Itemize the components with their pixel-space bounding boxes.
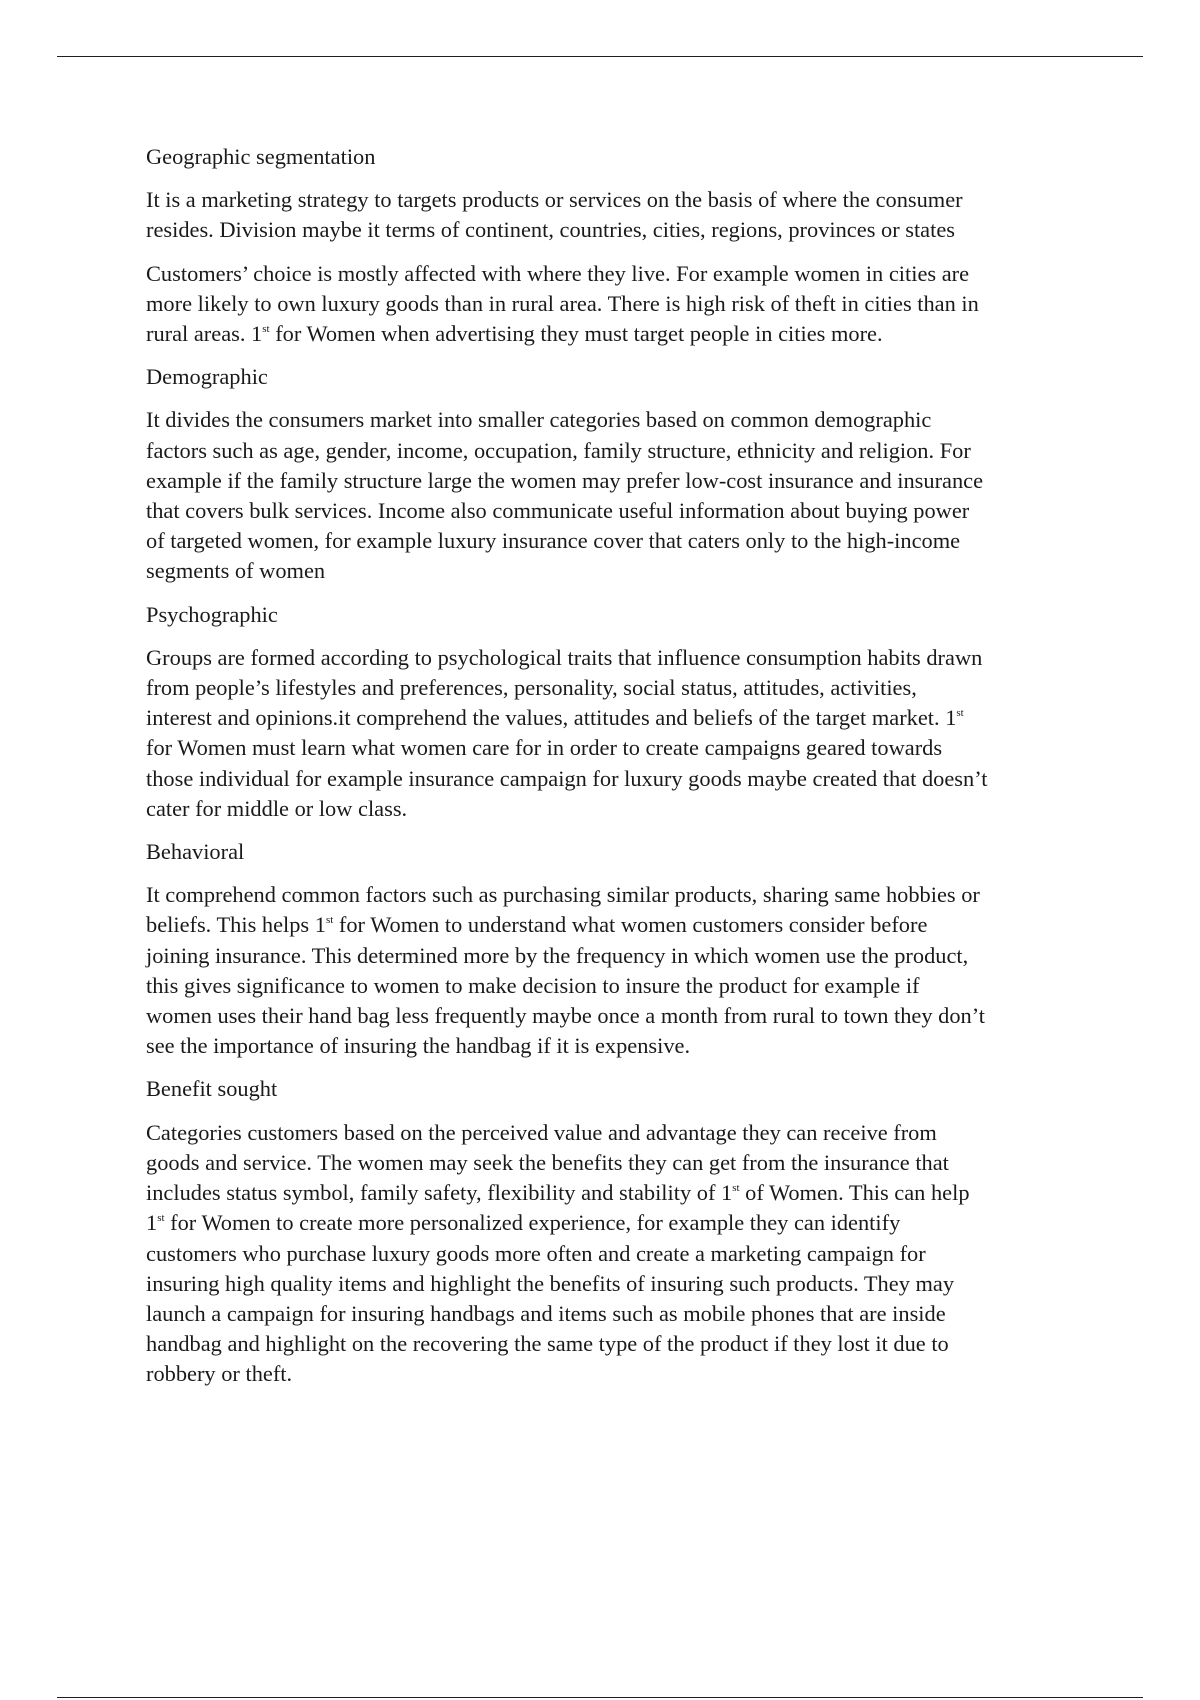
ordinal-suffix: st (262, 323, 270, 336)
section-heading: Benefit sought (146, 1076, 278, 1102)
section-behavioral (146, 837, 1082, 1061)
section-heading: Demographic (146, 364, 268, 390)
ordinal-suffix: st (157, 1212, 165, 1225)
ordinal-suffix: st (956, 707, 964, 720)
section-heading: Behavioral (146, 839, 245, 865)
paragraph: Groups are formed according to psychological traits that influence consumption habits drawn from people’s lifestyles and preferences, personality, social status, attitudes, activities, interest and opinions.it comprehend the values, attitudes and beliefs of the target market. 1st for Women must learn what women care for in order to create campaigns geared towards those individual for example insurance campaign for luxury goods maybe created that doesn’t cater for middle or low class. (146, 644, 988, 821)
section-heading: Geographic segmentation (146, 144, 376, 169)
section-demographic (146, 362, 1082, 586)
ordinal-suffix: st (325, 914, 334, 927)
top-rule (57, 56, 1143, 57)
paragraph: Categories customers based on the perceived value and advantage they can receive from goods and service. The women may seek the benefits they can get from the insurance that includes status symbol, family safety, flexibility and stability of 1st of Women. This can help 1st for Women to create more personalized experience, for example they can identify customers who purchase luxury goods more often and create a marketing campaign for insuring high quality items and highlight the benefits of insuring such products. They may launch a campaign for insuring handbags and items such as mobile phones that are inside handbag and highlight on the recovering the same type of the product if they lost it due to robbery or theft. (146, 1119, 970, 1387)
section-benefit-sought (146, 1074, 1082, 1389)
paragraph: Customers’ choice is mostly affected with where they live. For example women in cities are more likely to own luxury goods than in rural area. There is high risk of theft in cities than in rural areas. 1st for Women when advertising they must target people in cities more. (146, 260, 979, 347)
section-psychographic (146, 600, 1082, 824)
document-body (146, 142, 1082, 1403)
paragraph: It comprehend common factors such as purchasing similar products, sharing same hobbies or beliefs. This helps 1st for Women to understand what women customers consider before joining insurance. This determined more by the frequency in which women use the product, this gives significance to women to make decision to insure the product for example if women uses their hand bag less frequently maybe once a month from rural to town they don’t see the importance of insuring the handbag if it is expensive. (146, 882, 986, 1059)
section-heading: Psychographic (146, 601, 278, 627)
paragraph: It is a marketing strategy to targets products or services on the basis of where the consumer resides. Division maybe it terms of continent, countries, cities, regions, provinces or states (146, 187, 963, 243)
section-geographic (146, 142, 1082, 349)
ordinal-suffix: st (732, 1182, 740, 1195)
paragraph: It divides the consumers market into smaller categories based on common demographic factors such as age, gender, income, occupation, family structure, ethnicity and religion. For example if the family structure large the women may prefer low-cost insurance and insurance that covers bulk services. Income also communicate useful information about buying power of targeted women, for example luxury insurance cover that caters only to the high-income segments of women (146, 407, 984, 584)
bottom-rule (57, 1697, 1143, 1698)
